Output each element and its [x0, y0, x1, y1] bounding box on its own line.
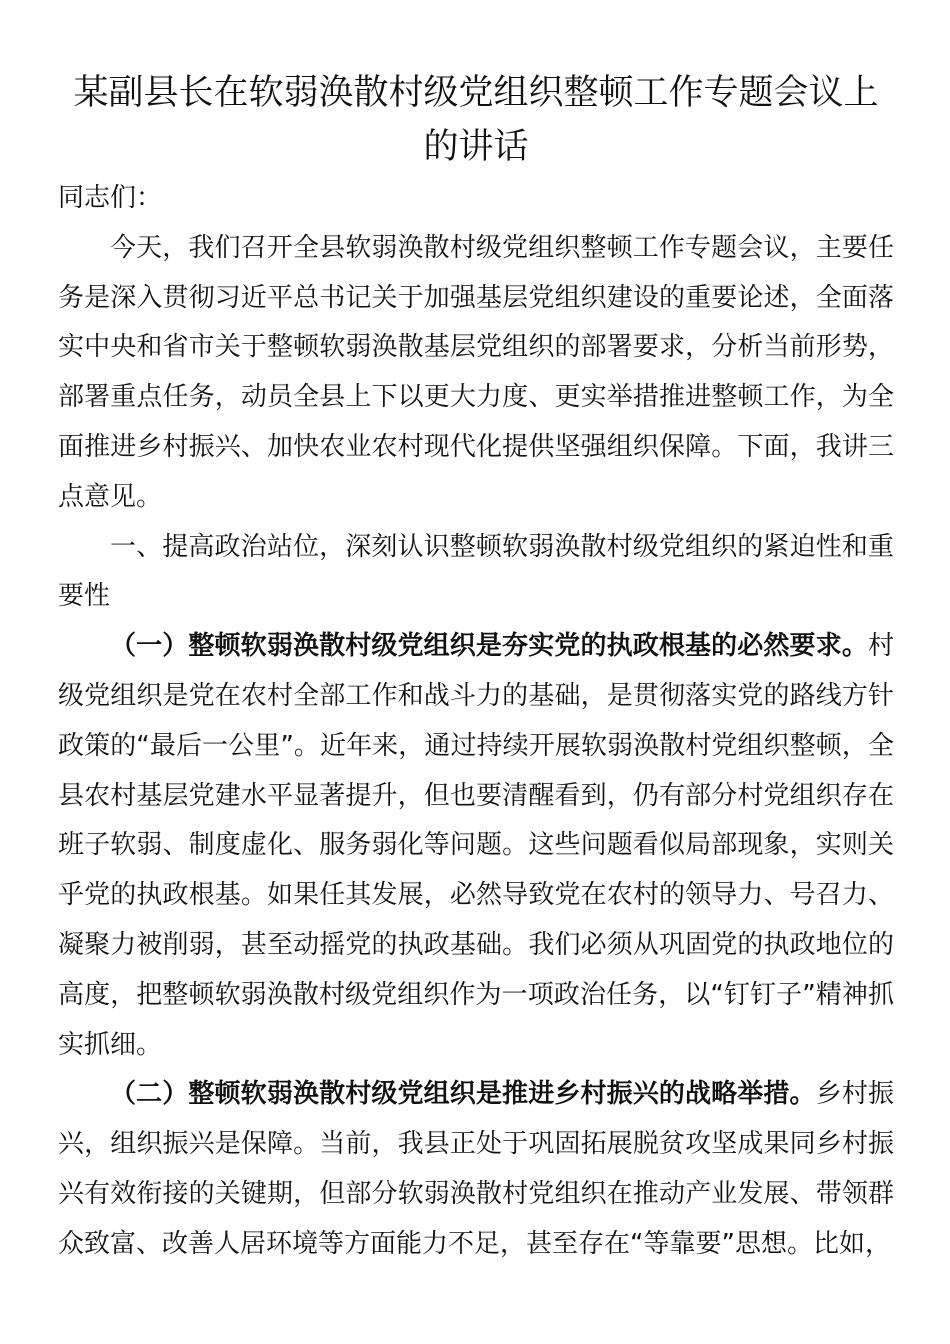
- point-2-body: 乡村振兴，组织振兴是保障。当前，我县正处于巩固拓展脱贫攻坚成果同乡村振兴有效衔接的关键期，但部分软弱涣散村党组织在推动产业发展、带领群众致富、改善人居环境等方面能力不足，甚至存在“等靠要”思想。比如，: [58, 1079, 894, 1259]
- document-page: [58, 66, 894, 1270]
- intro-paragraph: 今天，我们召开全县软弱涣散村级党组织整顿工作专题会议，主要任务是深入贯彻习近平总书记关于加强基层党组织建设的重要论述，全面落实中央和省市关于整顿软弱涣散基层党组织的部署要求，分析当前形势，部署重点任务，动员全县上下以更大力度、更实举措推进整顿工作，为全面推进乡村振兴、加快农业农村现代化提供坚强组织保障。下面，我讲三点意见。: [58, 232, 894, 512]
- document-title: 某副县长在软弱涣散村级党组织整顿工作专题会议上的讲话: [73, 73, 879, 167]
- point-2-paragraph: [58, 1070, 894, 1269]
- point-1-body: 村级党组织是党在农村全部工作和战斗力的基础，是贯彻落实党的路线方针政策的“最后一公里”。近年来，通过持续开展软弱涣散村党组织整顿，全县农村基层党建水平显著提升，但也要清醒看到，仍有部分村党组织存在班子软弱、制度虚化、服务弱化等问题。这些问题看似局部现象，实则关乎党的执政根基。如果任其发展，必然导致党在农村的领导力、号召力、凝聚力被削弱，甚至动摇党的执政基础。我们必须从巩固党的执政地位的高度，把整顿软弱涣散村级党组织作为一项政治任务，以“钉钉子”精神抓实抓细。: [58, 631, 894, 1060]
- point-1-heading: （一）整顿软弱涣散村级党组织是夯实党的执政根基的必然要求。: [110, 631, 868, 662]
- section-1-heading: 一、提高政治站位，深刻认识整顿软弱涣散村级党组织的紧迫性和重要性: [58, 531, 894, 612]
- point-1-paragraph: [58, 622, 894, 1070]
- point-2-heading: （二）整顿软弱涣散村级党组织是推进乡村振兴的战略举措。: [110, 1079, 816, 1110]
- salutation: 同志们：: [58, 183, 163, 213]
